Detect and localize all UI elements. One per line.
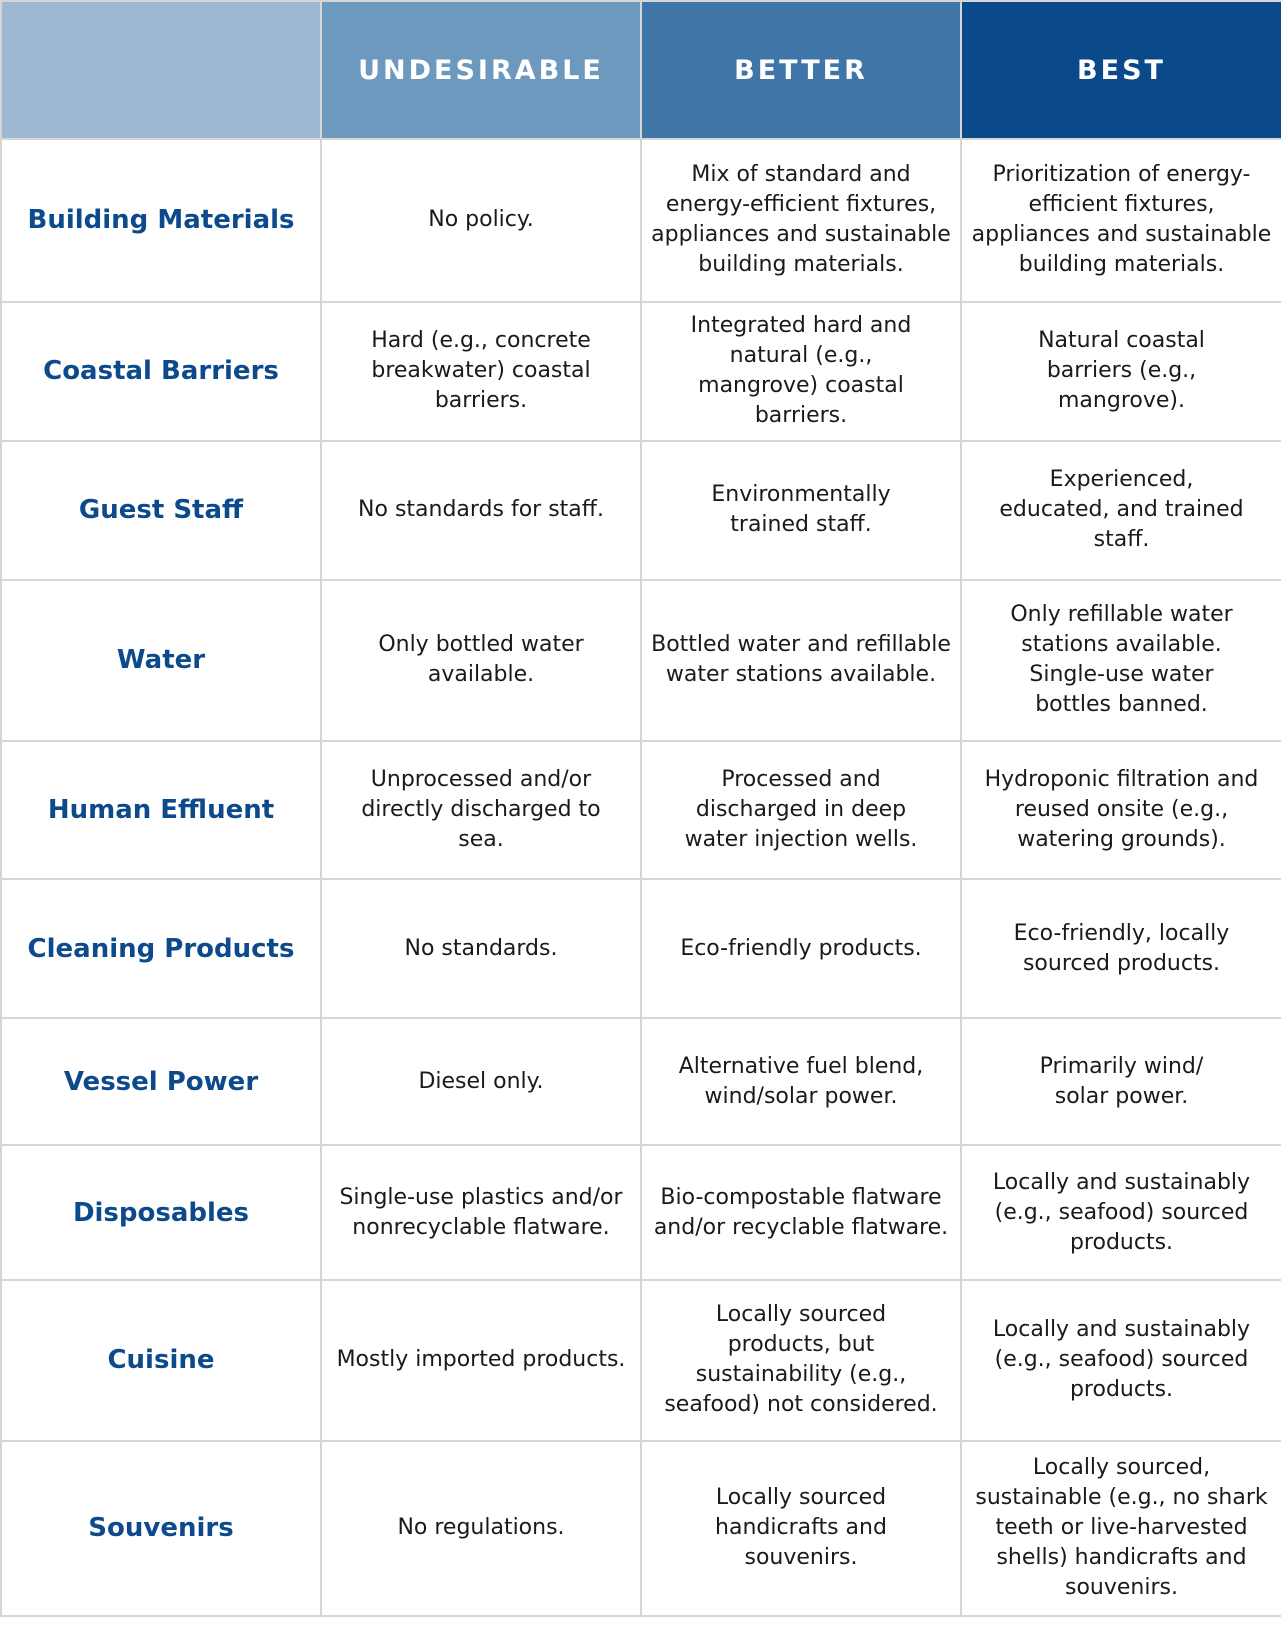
better-cell: Alternative fuel blend, wind/solar power. bbox=[641, 1018, 961, 1145]
row-label: Water bbox=[1, 580, 321, 741]
header-corner-cell bbox=[1, 1, 321, 139]
better-cell: Eco-friendly products. bbox=[641, 879, 961, 1018]
row-label: Coastal Barriers bbox=[1, 302, 321, 441]
table-row bbox=[1, 1441, 1281, 1616]
better-cell: Locally sourced products, but sustainability (e.g., seafood) not considered. bbox=[641, 1280, 961, 1441]
undesirable-cell: Unprocessed and/or directly discharged to sea. bbox=[321, 741, 641, 880]
table-row bbox=[1, 1280, 1281, 1441]
table-header bbox=[1, 1, 1281, 139]
better-cell: Mix of standard and energy-efficient fixtures, appliances and sustainable building materials. bbox=[641, 139, 961, 302]
row-label: Disposables bbox=[1, 1145, 321, 1280]
undesirable-cell: Hard (e.g., concrete breakwater) coastal barriers. bbox=[321, 302, 641, 441]
best-cell: Locally sourced, sustainable (e.g., no shark teeth or live-harvested shells) handicrafts and souvenirs. bbox=[961, 1441, 1281, 1616]
undesirable-cell: No policy. bbox=[321, 139, 641, 302]
better-cell: Locally sourced handicrafts and souvenirs. bbox=[641, 1441, 961, 1616]
table-row bbox=[1, 580, 1281, 741]
undesirable-cell: Single-use plastics and/or nonrecyclable flatware. bbox=[321, 1145, 641, 1280]
best-cell: Locally and sustainably (e.g., seafood) sourced products. bbox=[961, 1145, 1281, 1280]
row-label: Guest Staff bbox=[1, 441, 321, 580]
better-cell: Integrated hard and natural (e.g., mangrove) coastal barriers. bbox=[641, 302, 961, 441]
best-cell: Eco-friendly, locally sourced products. bbox=[961, 879, 1281, 1018]
header-best: BEST bbox=[961, 1, 1281, 139]
better-cell: Bottled water and refillable water stations available. bbox=[641, 580, 961, 741]
table-row bbox=[1, 441, 1281, 580]
header-better: BETTER bbox=[641, 1, 961, 139]
best-cell: Experienced, educated, and trained staff. bbox=[961, 441, 1281, 580]
row-label: Vessel Power bbox=[1, 1018, 321, 1145]
table-row bbox=[1, 1018, 1281, 1145]
better-cell: Processed and discharged in deep water injection wells. bbox=[641, 741, 961, 880]
best-cell: Locally and sustainably (e.g., seafood) sourced products. bbox=[961, 1280, 1281, 1441]
best-cell: Natural coastal barriers (e.g., mangrove). bbox=[961, 302, 1281, 441]
undesirable-cell: Only bottled water available. bbox=[321, 580, 641, 741]
table-row bbox=[1, 302, 1281, 441]
row-label: Cuisine bbox=[1, 1280, 321, 1441]
best-cell: Prioritization of energy-efficient fixtures, appliances and sustainable building materials. bbox=[961, 139, 1281, 302]
undesirable-cell: No standards. bbox=[321, 879, 641, 1018]
undesirable-cell: Mostly imported products. bbox=[321, 1280, 641, 1441]
header-undesirable: UNDESIRABLE bbox=[321, 1, 641, 139]
undesirable-cell: No regulations. bbox=[321, 1441, 641, 1616]
best-cell: Primarily wind/ solar power. bbox=[961, 1018, 1281, 1145]
best-cell: Only refillable water stations available. Single-use water bottles banned. bbox=[961, 580, 1281, 741]
undesirable-cell: No standards for staff. bbox=[321, 441, 641, 580]
best-cell: Hydroponic filtration and reused onsite (e.g., watering grounds). bbox=[961, 741, 1281, 880]
table-row bbox=[1, 741, 1281, 880]
row-label: Cleaning Products bbox=[1, 879, 321, 1018]
row-label: Human Effluent bbox=[1, 741, 321, 880]
header-row bbox=[1, 1, 1281, 139]
table-body bbox=[1, 139, 1281, 1616]
undesirable-cell: Diesel only. bbox=[321, 1018, 641, 1145]
row-label: Souvenirs bbox=[1, 1441, 321, 1616]
better-cell: Bio-compostable flatware and/or recyclable flatware. bbox=[641, 1145, 961, 1280]
better-cell: Environmentally trained staff. bbox=[641, 441, 961, 580]
row-label: Building Materials bbox=[1, 139, 321, 302]
table-row bbox=[1, 139, 1281, 302]
table-row bbox=[1, 879, 1281, 1018]
table-row bbox=[1, 1145, 1281, 1280]
